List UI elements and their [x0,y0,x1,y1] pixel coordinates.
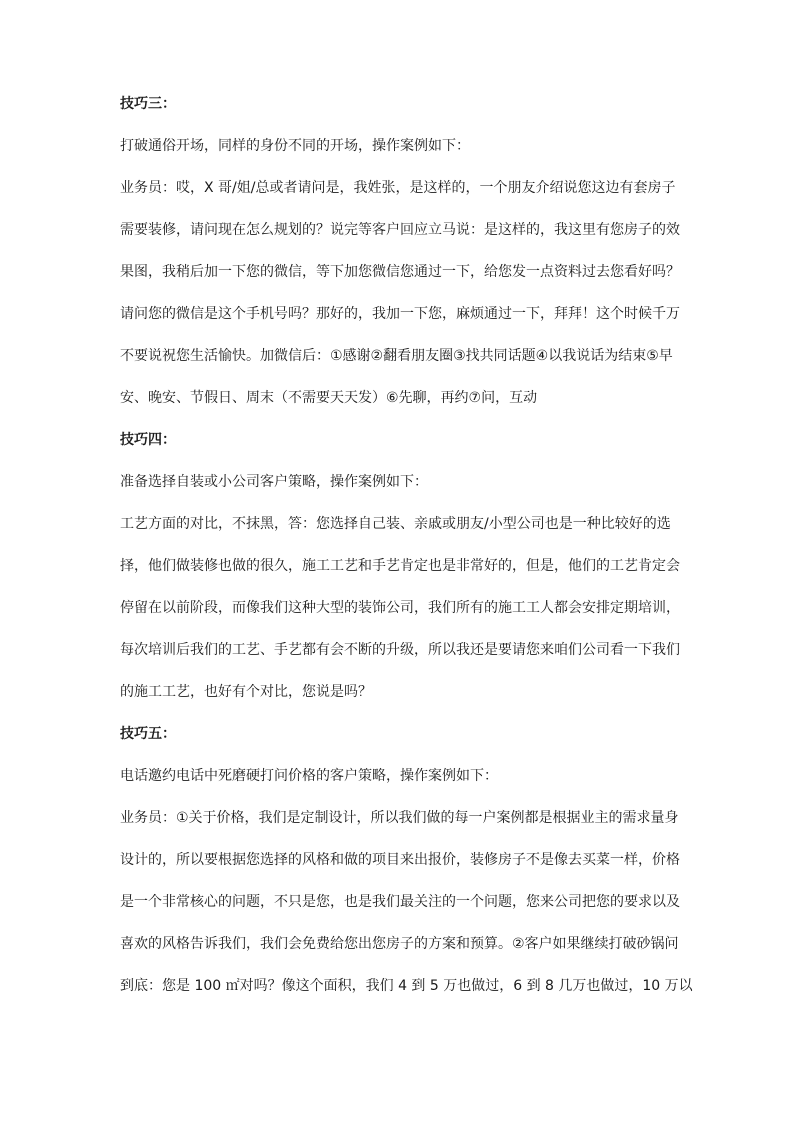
paragraph-line: 的施工工艺，也好有个对比，您说是吗？ [120,684,372,700]
paragraph-line: 请问您的微信是这个手机号吗？那好的，我加一下您，麻烦通过一下，拜拜！这个时候千万 [120,306,680,322]
paragraph-line: 设计的，所以要根据您选择的风格和做的项目来出报价，装修房子不是像去买菜一样，价格 [120,852,680,868]
paragraph-line: 停留在以前阶段，而像我们这种大型的装饰公司，我们所有的施工工人都会安排定期培训， [120,600,680,616]
paragraph-line: 工艺方面的对比，不抹黑，答：您选择自己装、亲戚或朋友/小型公司也是一种比较好的选 [120,516,671,532]
section-3-heading: 技巧三： [120,96,176,112]
section-4-heading: 技巧四： [120,432,176,448]
paragraph-line: 是一个非常核心的问题，不只是您，也是我们最关注的一个问题，您来公司把您的要求以及 [120,894,680,910]
paragraph-line: 业务员：哎，X 哥/姐/总或者请问是，我姓张，是这样的，一个朋友介绍说您这边有套房子 [120,180,676,196]
paragraph-line: 需要装修，请问现在怎么规划的？说完等客户回应立马说：是这样的，我这里有您房子的效 [120,222,680,238]
paragraph-line: 择，他们做装修也做的很久，施工工艺和手艺肯定也是非常好的，但是，他们的工艺肯定会 [120,558,680,574]
paragraph-line: 每次培训后我们的工艺、手艺都有会不断的升级，所以我还是要请您来咱们公司看一下我们 [120,642,680,658]
section-5-heading: 技巧五： [120,726,176,742]
section-5-intro: 电话邀约电话中死磨硬打问价格的客户策略，操作案例如下： [120,768,498,784]
section-4-intro: 准备选择自装或小公司客户策略，操作案例如下： [120,474,428,490]
paragraph-line: 到底：您是 100 ㎡对吗？像这个面积，我们 4 到 5 万也做过，6 到 8 几万也做过，10 万以 [120,978,693,994]
paragraph-line: 不要说祝您生活愉快。加微信后：①感谢②翻看朋友圈③找共同话题④以我说话为结束⑤早 [120,348,673,364]
paragraph-line: 安、晚安、节假日、周末（不需要天天发）⑥先聊，再约⑦问，互动 [120,390,538,406]
paragraph-line: 喜欢的风格告诉我们，我们会免费给您出您房子的方案和预算。②客户如果继续打破砂锅问 [120,936,679,952]
paragraph-line: 果图，我稍后加一下您的微信，等下加您微信您通过一下，给您发一点资料过去您看好吗？ [120,264,680,280]
paragraph-line: 业务员：①关于价格，我们是定制设计，所以我们做的每一户案例都是根据业主的需求量身 [120,810,679,826]
section-3-intro: 打破通俗开场，同样的身份不同的开场，操作案例如下： [120,138,470,154]
